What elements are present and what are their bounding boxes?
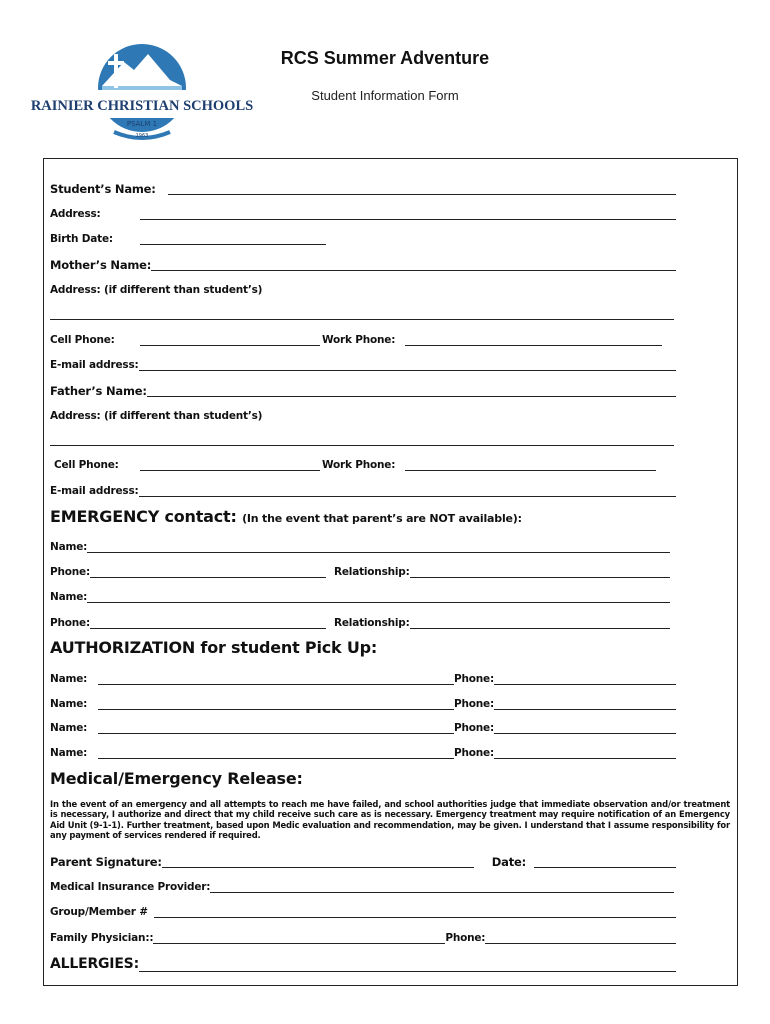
date-field[interactable] [534,867,676,868]
pickup-phone-field-4[interactable] [494,758,676,759]
student-name-row [50,178,676,196]
cross-icon [114,54,118,88]
medical-release-text: In the event of an emergency and all attempts to reach me have failed, and school authorities judge that immediate observation and/or treatment is necessary, I authorize and direct that my child receive such care as is necessary. Emergency treatment may require notification of an Emergency Aid Unit (9-1-1). Further treatment, based upon Medic evaluation and recommendation, may be given. I understand that I assume responsibility for any payment of services rendered if required. [50,799,730,841]
father-name-row [50,380,676,398]
emergency-name-label-2: Name: [50,591,88,603]
logo-tagline: PSALM 1 [126,120,158,128]
medical-heading: Medical/Emergency Release: [50,769,303,788]
father-address-label: Address: (if different than student’s) [50,410,263,422]
mother-address-field[interactable] [50,319,674,320]
emergency-name-row-2 [50,586,670,604]
form-subtitle: Student Information Form [311,88,459,103]
emergency-phone-field-1[interactable] [90,577,326,578]
pickup-phone-label-3: Phone: [454,722,494,734]
pickup-row-3 [50,717,676,735]
emergency-phone-label-1: Phone: [50,566,90,578]
pickup-name-field-2[interactable] [98,709,454,710]
emergency-phone-row-2 [50,612,670,630]
mother-name-label: Mother’s Name: [50,258,152,272]
allergies-field[interactable] [139,971,676,972]
emergency-heading-text: EMERGENCY contact: [50,507,237,526]
father-cell-label: Cell Phone: [54,459,119,471]
parent-signature-label: Parent Signature: [50,855,162,869]
father-name-field[interactable] [147,396,676,397]
signature-row [50,851,676,869]
date-label: Date: [491,855,526,869]
emergency-name-field-1[interactable] [87,552,670,553]
parent-signature-field[interactable] [162,867,474,868]
birth-date-label: Birth Date: [50,233,113,245]
pickup-name-field-4[interactable] [98,758,454,759]
pickup-phone-field-2[interactable] [494,709,676,710]
physician-phone-field[interactable] [485,943,676,944]
father-email-label: E-mail address: [50,485,139,497]
emergency-name-field-2[interactable] [87,602,670,603]
father-email-field[interactable] [139,496,676,497]
pickup-phone-field-1[interactable] [494,684,676,685]
father-address-row [50,405,676,423]
pickup-name-label-1: Name: [50,673,88,685]
pickup-phone-label-2: Phone: [454,698,494,710]
student-address-row [50,203,676,221]
mother-address-label: Address: (if different than student’s) [50,284,263,296]
pickup-name-field-3[interactable] [98,733,454,734]
logo-school-name: RAINIER CHRISTIAN SCHOOLS [30,98,254,114]
student-address-label: Address: [50,208,101,220]
birth-date-field[interactable] [140,244,326,245]
student-address-field[interactable] [140,219,676,220]
mother-work-field[interactable] [405,345,662,346]
father-email-row [50,480,676,498]
form-title: RCS Summer Adventure [280,48,490,68]
pickup-phone-label-1: Phone: [454,673,494,685]
emergency-name-label-1: Name: [50,541,88,553]
emergency-heading [50,507,522,526]
family-physician-field[interactable] [153,943,445,944]
father-cell-field[interactable] [140,470,320,471]
father-phone-row [54,454,656,472]
group-row [50,901,676,919]
pickup-name-label-4: Name: [50,747,88,759]
emergency-relationship-label-1: Relationship: [333,566,410,578]
emergency-relationship-label-2: Relationship: [333,617,410,629]
mother-address-row [50,279,676,297]
physician-row [50,927,676,945]
mother-email-label: E-mail address: [50,359,139,371]
pickup-name-label-2: Name: [50,698,88,710]
family-physician-label: Family Physician:: [50,932,154,944]
allergies-row [50,953,676,973]
emergency-phone-field-2[interactable] [90,628,326,629]
father-address-field[interactable] [50,445,674,446]
logo-year: 1963 [135,133,149,139]
mother-email-row [50,354,676,372]
pickup-phone-label-4: Phone: [454,747,494,759]
pickup-row-1 [50,668,676,686]
insurance-label: Medical Insurance Provider: [50,881,211,893]
allergies-label: ALLERGIES: [50,956,139,972]
pickup-name-field-1[interactable] [98,684,454,685]
group-member-field[interactable] [154,917,676,918]
mother-email-field[interactable] [139,370,676,371]
emergency-relationship-field-2[interactable] [410,628,670,629]
school-logo [30,40,254,144]
pickup-phone-field-3[interactable] [494,733,676,734]
mother-cell-label: Cell Phone: [50,334,115,346]
pickup-row-2 [50,693,676,711]
mother-name-row [50,254,676,272]
physician-phone-label: Phone: [445,932,486,944]
student-name-field[interactable] [168,194,676,195]
mother-name-field[interactable] [151,270,676,271]
emergency-phone-label-2: Phone: [50,617,90,629]
mother-work-label: Work Phone: [322,334,396,346]
insurance-row [50,876,674,894]
emergency-phone-row-1 [50,561,670,579]
pickup-name-label-3: Name: [50,722,88,734]
mother-cell-field[interactable] [140,345,320,346]
father-work-field[interactable] [405,470,656,471]
insurance-field[interactable] [210,892,674,893]
group-member-label: Group/Member # [50,906,148,918]
pickup-row-4 [50,742,676,760]
emergency-relationship-field-1[interactable] [410,577,670,578]
father-work-label: Work Phone: [322,459,396,471]
emergency-note: (In the event that parent’s are NOT available): [242,512,522,525]
emergency-name-row-1 [50,536,670,554]
student-name-label: Student’s Name: [50,182,156,196]
birth-date-row [50,228,326,246]
pickup-heading: AUTHORIZATION for student Pick Up: [50,638,378,657]
mother-phone-row [50,329,662,347]
father-name-label: Father’s Name: [50,384,147,398]
